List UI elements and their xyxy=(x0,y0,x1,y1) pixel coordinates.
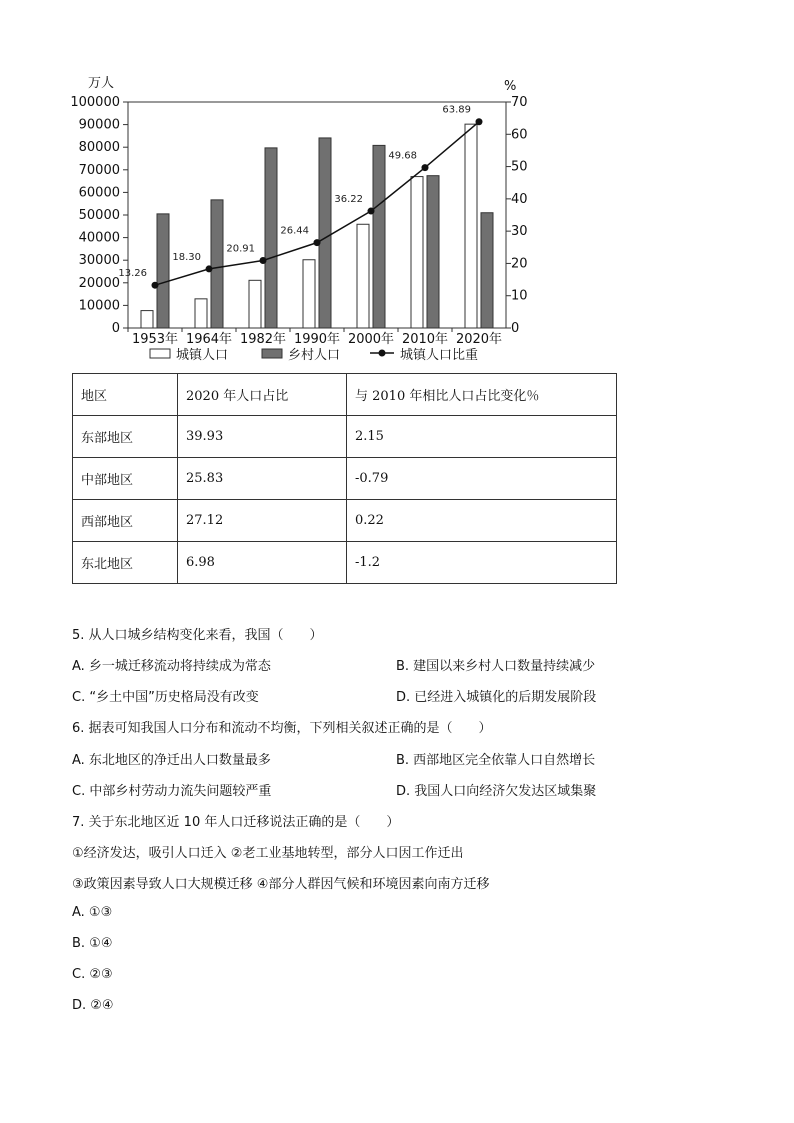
q7-statements-1: ①经济发达，吸引人口迁入 ②老工业基地转型，部分人口因工作迁出 xyxy=(72,846,464,861)
q7-option-c[interactable]: C. ②③ xyxy=(72,967,113,982)
table-header-cell: 与 2010 年相比人口占比变化％ xyxy=(347,374,617,416)
table-cell: 27.12 xyxy=(178,500,347,542)
table-row xyxy=(73,500,617,542)
table-header-cell: 地区 xyxy=(73,374,178,416)
q5-option-b[interactable]: B. 建国以来乡村人口数量持续减少 xyxy=(396,659,596,674)
q6-option-c[interactable]: C. 中部乡村劳动力流失问题较严重 xyxy=(72,784,272,799)
urban-population-bar xyxy=(195,299,207,328)
urban-population-bar xyxy=(357,224,369,328)
q5-stem: 5. 从人口城乡结构变化来看，我国（ ） xyxy=(72,628,323,643)
right-tick-label: 60 xyxy=(511,127,528,143)
q6-stem: 6. 据表可知我国人口分布和流动不均衡，下列相关叙述正确的是（ ） xyxy=(72,721,492,736)
legend xyxy=(150,347,478,363)
rural-population-bar xyxy=(319,138,331,328)
ratio-value-label: 26.44 xyxy=(280,225,309,237)
ratio-point xyxy=(422,164,429,171)
legend-rural-swatch xyxy=(262,349,282,358)
ratio-value-label: 36.22 xyxy=(334,194,363,206)
region-population-table xyxy=(72,373,617,584)
urban-population-bar xyxy=(141,311,153,328)
x-tick-label: 2020年 xyxy=(455,332,503,347)
x-tick-label: 1964年 xyxy=(185,332,233,347)
left-tick-label: 60000 xyxy=(78,185,120,201)
urban-population-bar xyxy=(249,280,261,328)
x-tick-label: 2010年 xyxy=(401,332,449,347)
table-cell: -0.79 xyxy=(347,458,617,500)
right-tick-label: 50 xyxy=(511,159,528,175)
right-tick-label: 20 xyxy=(511,256,528,272)
urban-population-bar xyxy=(411,177,423,328)
left-axis-ticks xyxy=(70,95,128,336)
left-axis-unit: 万人 xyxy=(88,76,115,91)
left-tick-label: 20000 xyxy=(78,275,120,291)
table-cell: 东部地区 xyxy=(73,416,178,458)
table-cell: 6.98 xyxy=(178,542,347,584)
left-tick-label: 50000 xyxy=(78,208,120,223)
table-row xyxy=(73,542,617,584)
table-row xyxy=(73,416,617,458)
left-tick-label: 40000 xyxy=(78,230,120,246)
right-axis-unit: % xyxy=(504,79,517,94)
legend-urban-swatch xyxy=(150,349,170,358)
urban-population-bar xyxy=(465,124,477,328)
table-cell: -1.2 xyxy=(347,542,617,584)
urban-population-bar xyxy=(303,260,315,328)
q7-option-b[interactable]: B. ①④ xyxy=(72,936,113,951)
ratio-value-label: 18.30 xyxy=(172,251,201,263)
x-tick-label: 1953年 xyxy=(131,332,179,347)
left-tick-label: 10000 xyxy=(78,298,120,314)
q7-option-d[interactable]: D. ②④ xyxy=(72,998,114,1013)
rural-population-bar xyxy=(211,200,223,328)
ratio-point xyxy=(152,282,159,289)
right-axis-ticks xyxy=(506,95,528,336)
legend-rural-label: 乡村人口 xyxy=(288,348,341,363)
table-cell: 中部地区 xyxy=(73,458,178,500)
population-chart xyxy=(70,70,528,370)
ratio-point xyxy=(206,265,213,272)
rural-population-bar xyxy=(427,176,439,328)
table-header-cell: 2020 年人口占比 xyxy=(178,374,347,416)
rural-population-bar xyxy=(157,214,169,328)
table-cell: 39.93 xyxy=(178,416,347,458)
ratio-point xyxy=(314,239,321,246)
rural-population-bar xyxy=(373,145,385,328)
q6-option-b[interactable]: B. 西部地区完全依靠人口自然增长 xyxy=(396,753,596,768)
q5-option-d[interactable]: D. 已经进入城镇化的后期发展阶段 xyxy=(396,690,597,705)
table-cell: 西部地区 xyxy=(73,500,178,542)
rural-population-bar xyxy=(481,213,493,328)
ratio-point xyxy=(476,118,483,125)
table-header-row xyxy=(73,374,617,416)
right-tick-label: 10 xyxy=(511,288,528,304)
left-tick-label: 90000 xyxy=(78,117,120,133)
q7-stem: 7. 关于东北地区近 10 年人口迁移说法正确的是（ ） xyxy=(72,815,400,830)
rural-population-bar xyxy=(265,148,277,328)
left-tick-label: 70000 xyxy=(78,162,120,178)
right-tick-label: 30 xyxy=(511,224,528,240)
table-cell: 2.15 xyxy=(347,416,617,458)
x-tick-label: 1990年 xyxy=(293,332,341,347)
left-tick-label: 0 xyxy=(111,321,120,336)
right-tick-label: 40 xyxy=(511,191,528,207)
q6-option-d[interactable]: D. 我国人口向经济欠发达区域集聚 xyxy=(396,784,597,799)
legend-ratio-marker xyxy=(379,350,386,357)
legend-ratio-label: 城镇人口比重 xyxy=(400,348,479,363)
right-tick-label: 70 xyxy=(511,95,528,110)
q5-option-a[interactable]: A. 乡一城迁移流动将持续成为常态 xyxy=(72,659,271,674)
x-tick-label: 2000年 xyxy=(347,332,395,347)
table-cell: 0.22 xyxy=(347,500,617,542)
ratio-value-label: 13.26 xyxy=(118,268,147,280)
q6-option-a[interactable]: A. 东北地区的净迁出人口数量最多 xyxy=(72,753,271,768)
left-tick-label: 30000 xyxy=(78,253,120,269)
ratio-value-label: 63.89 xyxy=(442,104,471,116)
x-axis-categories xyxy=(128,328,502,347)
plot-frame xyxy=(128,102,506,328)
right-tick-label: 0 xyxy=(511,321,520,336)
table-cell: 25.83 xyxy=(178,458,347,500)
ratio-value-label: 20.91 xyxy=(226,243,255,255)
ratio-point xyxy=(260,257,267,264)
q5-option-c[interactable]: C. “乡土中国”历史格局没有改变 xyxy=(72,690,259,705)
x-tick-label: 1982年 xyxy=(239,332,287,347)
legend-urban-label: 城镇人口 xyxy=(176,348,229,363)
q7-option-a[interactable]: A. ①③ xyxy=(72,905,113,920)
ratio-value-label: 49.68 xyxy=(388,150,417,162)
table-cell: 东北地区 xyxy=(73,542,178,584)
left-tick-label: 100000 xyxy=(70,95,120,110)
left-tick-label: 80000 xyxy=(78,140,120,156)
q7-statements-2: ③政策因素导致人口大规模迁移 ④部分人群因气候和环境因素向南方迁移 xyxy=(72,877,490,892)
table-row xyxy=(73,458,617,500)
ratio-point xyxy=(368,208,375,215)
